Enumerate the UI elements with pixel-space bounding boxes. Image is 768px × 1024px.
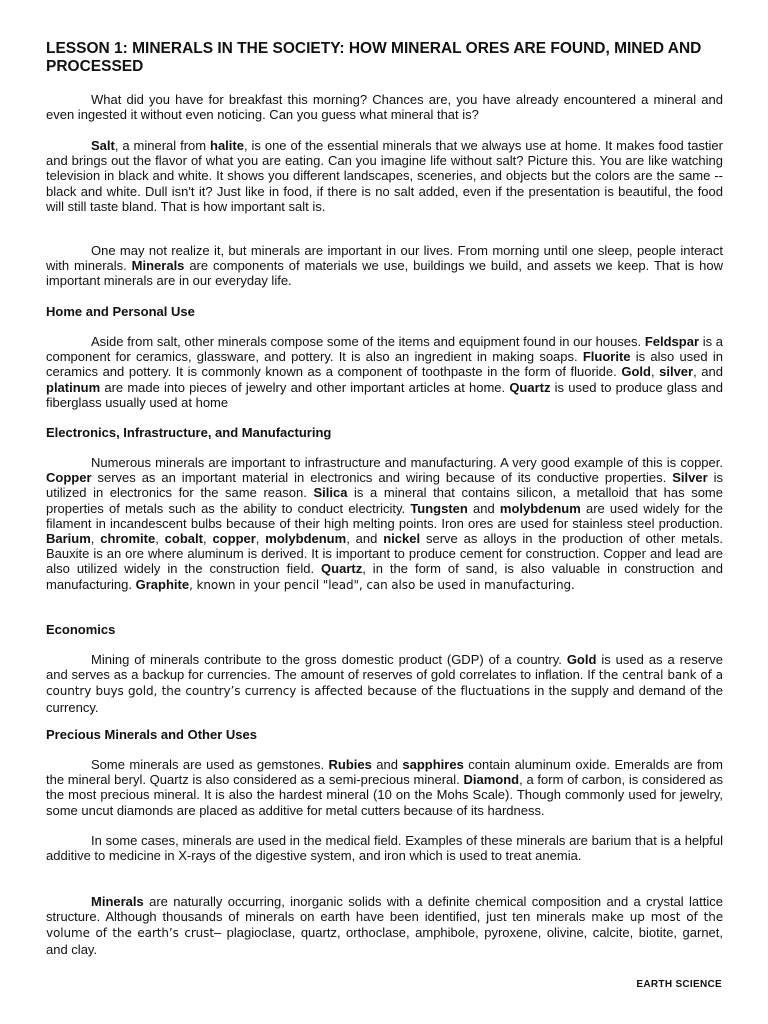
- bold-term: Rubies: [328, 757, 372, 772]
- precious-paragraph-1: [46, 757, 723, 818]
- bold-term: Gold: [566, 652, 597, 667]
- text-run: ,: [155, 531, 165, 547]
- text-run: and: [467, 500, 500, 516]
- text-run: and: [371, 757, 403, 772]
- text-run: ,: [650, 364, 660, 380]
- text-run: are used widely for the filament in incandescent bulbs because of their high melting points. Iron ores are used for stainless steel production.: [46, 500, 723, 531]
- bold-term: Feldspar: [644, 334, 700, 349]
- text-run: are naturally occurring, inorganic solids with a definite chemical composition and a crystal lattice structure. Although thousands of minerals on earth have been identified, just ten minerals: [46, 894, 723, 925]
- text-run: ,: [255, 531, 266, 547]
- text-run: is utilized in electronics for the same reason.: [46, 470, 724, 501]
- bold-term: Copper: [46, 470, 92, 486]
- text-run: is used as a reserve and serves as a backup for currencies. The amount of reserves of gold correlates to inflation.: [46, 652, 723, 683]
- text-run: , a mineral from: [114, 138, 211, 153]
- minerals-definition-paragraph: [46, 894, 723, 957]
- text-run: , a form of carbon, is considered as the most precious mineral. It is also the hardest mineral (10 on the Mohs Scale). Though commonly used for jewelry, some uncut diamonds are placed as additive for metal cutters because of its hardness.: [46, 772, 724, 818]
- bold-term: cobalt: [164, 531, 203, 547]
- text-run: , in the form of sand, is also valuable in construction and manufacturing.: [46, 561, 723, 592]
- home-paragraph: [46, 334, 723, 410]
- text-run: – plagioclase, quartz, orthoclase, amphibole, pyroxene, olivine, calcite, biotite, garnet, and clay.: [46, 925, 723, 957]
- bold-term: Diamond: [463, 772, 520, 788]
- bold-term: halite: [210, 138, 244, 153]
- text-run: Numerous minerals are important to infrastructure and manufacturing. A very good example of this is copper.: [91, 455, 723, 470]
- bold-term: molybdenum: [499, 500, 581, 516]
- bold-term: Tungsten: [410, 500, 468, 516]
- text-run: in the supply and demand of the currency.: [46, 683, 723, 715]
- intro-paragraph-1: What did you have for breakfast this morning? Chances are, you have already encountered a mineral and even ingested it without even noticing. Can you guess what mineral that is?: [46, 92, 723, 123]
- text-run: is used to produce glass and fiberglass usually used at home: [46, 379, 723, 410]
- bold-term: sapphires: [402, 757, 464, 772]
- bold-term: chromite: [100, 531, 156, 547]
- text-run: If the central bank of a country buys gold, the country’s currency is affected because of the fluctuations: [46, 668, 723, 699]
- text-run: make up most of the volume of the earth’s crust: [46, 910, 723, 941]
- text-run: is a component for ceramics, glassware, and pottery. It is also an ingredient in making soaps.: [46, 334, 723, 365]
- text-run: serves as an important material in electronics and wiring because of its conductive properties.: [91, 470, 673, 486]
- text-run: ,: [202, 531, 213, 547]
- text-run: One may not realize it, but minerals are important in our lives. From morning until one sleep, people interact with minerals.: [46, 243, 723, 274]
- electronics-paragraph: [46, 455, 723, 593]
- text-run: ,: [90, 531, 101, 547]
- bold-term: molybdenum: [265, 531, 347, 547]
- bold-term: Graphite: [135, 576, 190, 592]
- bold-term: Quartz: [509, 379, 551, 395]
- bold-term: Barium: [46, 531, 91, 547]
- bold-term: Minerals: [131, 258, 185, 274]
- text-run: Some minerals are used as gemstones.: [91, 757, 329, 772]
- bold-term: Fluorite: [582, 349, 631, 365]
- text-run: , and: [346, 531, 384, 547]
- bold-term: silver: [659, 364, 694, 380]
- heading-economics: Economics: [46, 622, 116, 637]
- heading-electronics: Electronics, Infrastructure, and Manufacturing: [46, 425, 332, 440]
- text-run: , is one of the essential minerals that we always use at home. It makes food tastier and brings out the flavor of what you are eating. Can you imagine life without salt? Picture this. You are like watching television in black and white. It shows you different landscapes, sceneries, and objects but the colors are the same -- black and white. Dull isn't it? Just like in food, if there is no salt added, even if the presentation is beautiful, the food will still taste bland. That is how important salt is.: [46, 138, 723, 214]
- footer-subject-label: EARTH SCIENCE: [636, 979, 722, 990]
- heading-precious-minerals: Precious Minerals and Other Uses: [46, 727, 257, 742]
- text-run: is also used in ceramics and pottery. It is commonly known as a component of toothpaste in the form of fluoride.: [46, 349, 723, 380]
- heading-home-personal-use: Home and Personal Use: [46, 304, 195, 319]
- intro-paragraph-minerals: [46, 243, 723, 289]
- bold-term: Silver: [672, 470, 708, 486]
- text-run: are made into pieces of jewelry and other important articles at home.: [100, 379, 510, 395]
- text-run: serve as alloys in the production of other metals. Bauxite is an ore where aluminum is derived. It is important to produce cement for construction. Copper and lead are also utilized widely in the construction field.: [46, 531, 723, 577]
- bold-term: Salt: [91, 138, 115, 153]
- bold-term: copper: [212, 531, 256, 547]
- bold-term: nickel: [383, 531, 421, 547]
- text-run: , known in your pencil "lead", can also be used in manufacturing.: [189, 577, 575, 592]
- text-run: Mining of minerals contribute to the gross domestic product (GDP) of a country.: [91, 652, 567, 667]
- text-run: , and: [693, 364, 723, 380]
- bold-term: Silica: [313, 485, 348, 501]
- economics-paragraph: [46, 652, 723, 715]
- text-run: are components of materials we use, buildings we build, and assets we keep. That is how important minerals are in our everyday life.: [46, 258, 724, 289]
- text-run: contain aluminum oxide. Emeralds are from the mineral beryl. Quartz is also considered as a semi-precious mineral.: [46, 757, 723, 788]
- bold-term: Minerals: [91, 894, 144, 909]
- intro-paragraph-salt: [46, 138, 723, 214]
- bold-term: platinum: [46, 379, 101, 395]
- text-run: is a mineral that contains silicon, a metalloid that has some properties of metals such as the ability to conduct electricity.: [46, 485, 723, 516]
- precious-paragraph-2: In some cases, minerals are used in the medical field. Examples of these minerals are barium that is a helpful additive to medicine in X-rays of the digestive system, and iron which is used to treat anemia.: [46, 833, 723, 864]
- bold-term: Gold: [621, 364, 651, 380]
- text-run: Aside from salt, other minerals compose some of the items and equipment found in our houses.: [91, 334, 645, 349]
- bold-term: Quartz: [321, 561, 363, 577]
- lesson-title: LESSON 1: MINERALS IN THE SOCIETY: HOW MINERAL ORES ARE FOUND, MINED AND PROCESSED: [46, 40, 702, 75]
